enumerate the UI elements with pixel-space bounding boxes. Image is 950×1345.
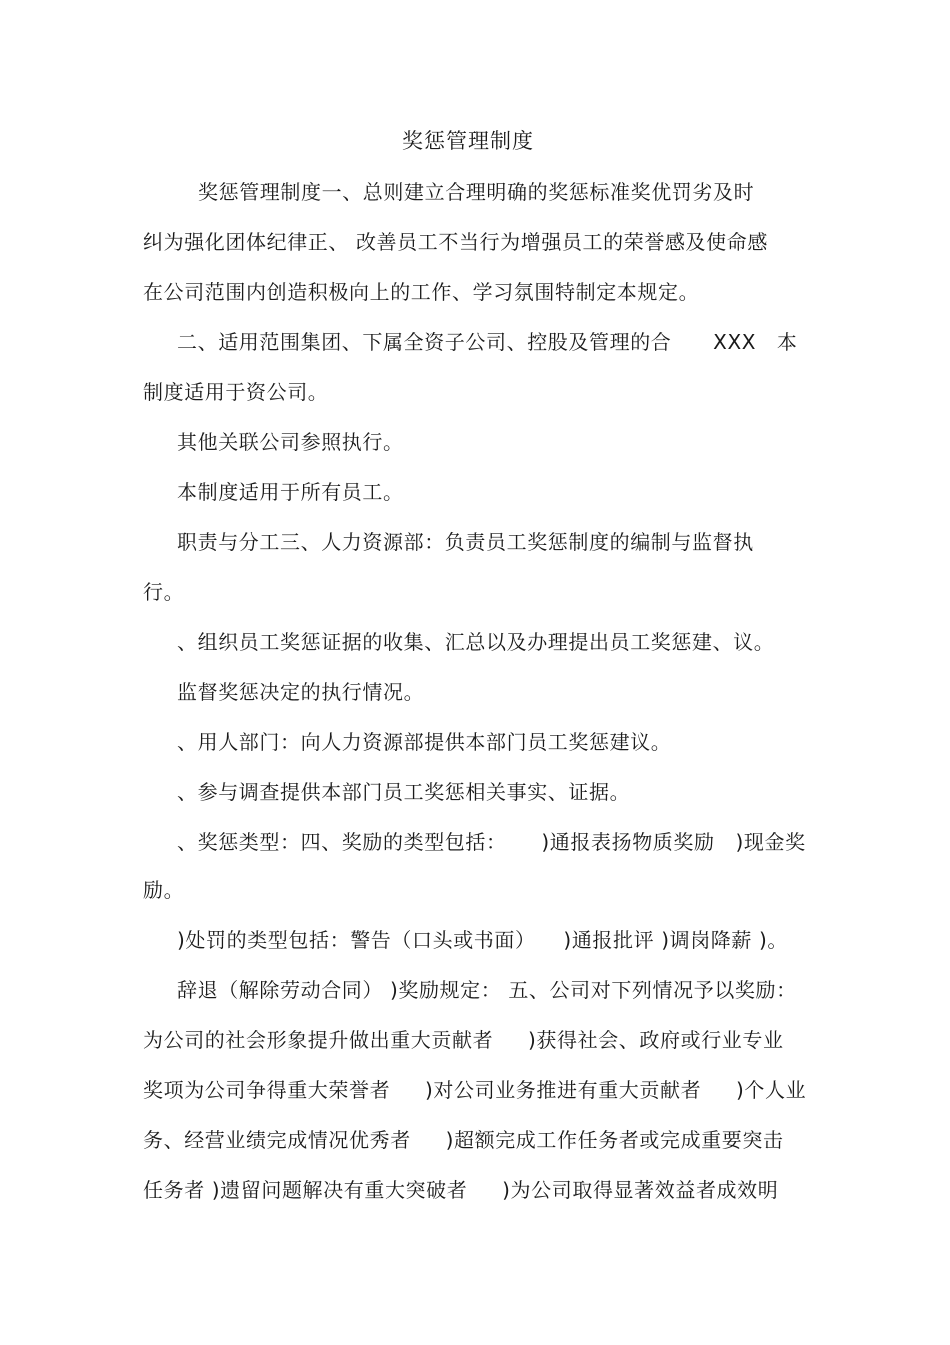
text-line: 、参与调查提供本部门员工奖惩相关事实、证据。	[177, 780, 631, 804]
text-line: 、奖惩类型：四、奖励的类型包括： )通报表扬物质奖励 )现金奖	[177, 830, 806, 854]
text-line: 务、经营业绩完成情况优秀者 )超额完成工作任务者或完成重要突击	[143, 1128, 784, 1152]
text-line: 辞退（解除劳动合同） )奖励规定： 五、公司对下列情况予以奖励：	[177, 978, 797, 1002]
text-line: )处罚的类型包括：警告（口头或书面） )通报批评 )调岗降薪 )。	[177, 928, 788, 952]
text-line: 为公司的社会形象提升做出重大贡献者 )获得社会、政府或行业专业	[143, 1028, 784, 1052]
text-line: 励。	[143, 878, 185, 902]
text-line: 监督奖惩决定的执行情况。	[177, 680, 425, 704]
text-line: 任务者 )遗留问题解决有重大突破者 )为公司取得显著效益者成效明	[143, 1178, 779, 1202]
text-line: 其他关联公司参照执行。	[177, 430, 404, 454]
text-line: 纠为强化团体纪律正、 改善员工不当行为增强员工的荣誉感及使命感	[143, 230, 768, 254]
text-line: 职责与分工三、人力资源部：负责员工奖惩制度的编制与监督执	[177, 530, 754, 554]
text-line: 行。	[143, 580, 185, 604]
text-line: 奖项为公司争得重大荣誉者 )对公司业务推进有重大贡献者 )个人业	[143, 1078, 807, 1102]
document-title: 奖惩管理制度	[402, 129, 534, 153]
text-line: 、组织员工奖惩证据的收集、汇总以及办理提出员工奖惩建、议。	[177, 630, 775, 654]
text-line: 本制度适用于所有员工。	[177, 480, 404, 504]
text-line: 制度适用于资公司。	[143, 380, 329, 404]
text-line: 在公司范围内创造积极向上的工作、学习氛围特制定本规定。	[143, 280, 700, 304]
text-line: 二、适用范围集团、下属全资子公司、控股及管理的合 XXX 本	[177, 330, 798, 354]
text-line: 奖惩管理制度一、总则建立合理明确的奖惩标准奖优罚劣及时	[198, 180, 755, 204]
text-line: 、用人部门：向人力资源部提供本部门员工奖惩建议。	[177, 730, 672, 754]
